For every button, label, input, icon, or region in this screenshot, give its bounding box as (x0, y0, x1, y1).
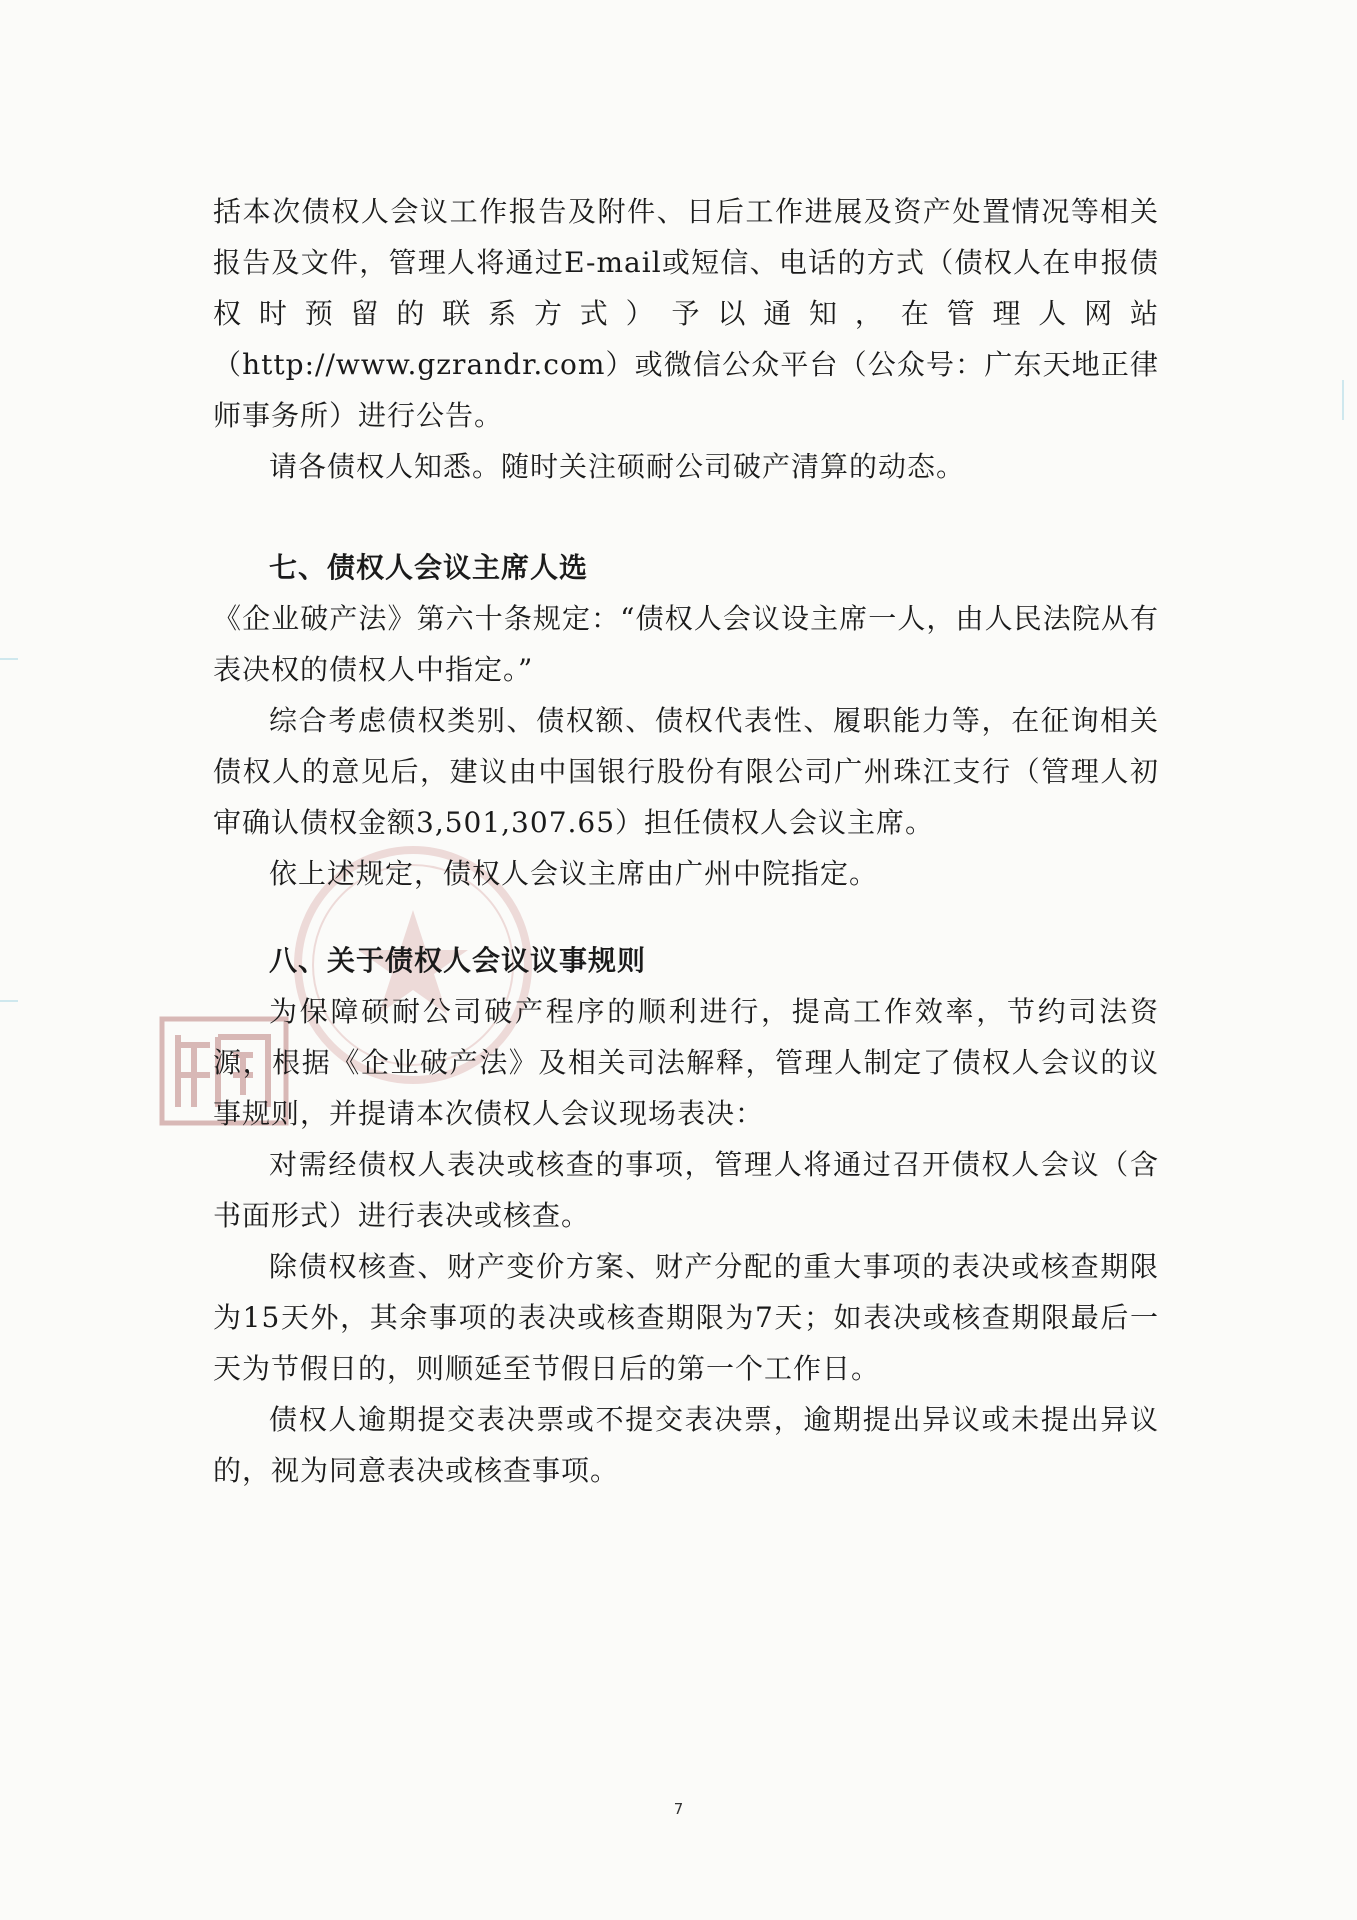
document-body (213, 186, 1159, 1496)
section-7-paragraph-3: 依上述规定，债权人会议主席由广州中院指定。 (269, 857, 879, 890)
section-7-heading: 七、债权人会议主席人选 (269, 551, 589, 584)
section-8-paragraph-2: 对需经债权人表决或核查的事项，管理人将通过召开债权人会议（含书面形式）进行表决或核查。 (213, 1148, 1159, 1232)
paragraph-notice: 请各债权人知悉。随时关注硕耐公司破产清算的动态。 (269, 450, 966, 483)
scan-edge-mark (0, 658, 18, 660)
section-8-paragraph-3: 除债权核查、财产变价方案、财产分配的重大事项的表决或核查期限为15天外，其余事项的表决或核查期限为7天；如表决或核查期限最后一天为节假日的，则顺延至节假日后的第一个工作日。 (213, 1250, 1159, 1385)
page-number: 7 (673, 1800, 684, 1818)
scan-edge-mark (1342, 380, 1344, 420)
section-7-paragraph-2: 综合考虑债权类别、债权额、债权代表性、履职能力等，在征询相关债权人的意见后，建议由中国银行股份有限公司广州珠江支行（管理人初审确认债权金额3,501,307.65）担任债权人会议主席。 (213, 704, 1159, 839)
section-8-paragraph-4: 债权人逾期提交表决票或不提交表决票，逾期提出异议或未提出异议的，视为同意表决或核查事项。 (213, 1403, 1159, 1487)
section-8-paragraph-1: 为保障硕耐公司破产程序的顺利进行，提高工作效率，节约司法资源，根据《企业破产法》及相关司法解释，管理人制定了债权人会议的议事规则，并提请本次债权人会议现场表决： (213, 995, 1159, 1130)
section-8-heading: 八、关于债权人会议议事规则 (269, 944, 647, 977)
section-7-paragraph-1: 《企业破产法》第六十条规定：“债权人会议设主席一人，由人民法院从有表决权的债权人中指定。” (213, 602, 1159, 686)
paragraph-continuation: 括本次债权人会议工作报告及附件、日后工作进展及资产处置情况等相关报告及文件，管理人将通过E-mail或短信、电话的方式（债权人在申报债权时预留的联系方式）予以通知，在管理人网站（http://www.gzrandr.com）或微信公众平台（公众号：广东天地正律师事务所）进行公告。 (213, 195, 1159, 432)
scan-edge-mark (0, 1000, 18, 1002)
